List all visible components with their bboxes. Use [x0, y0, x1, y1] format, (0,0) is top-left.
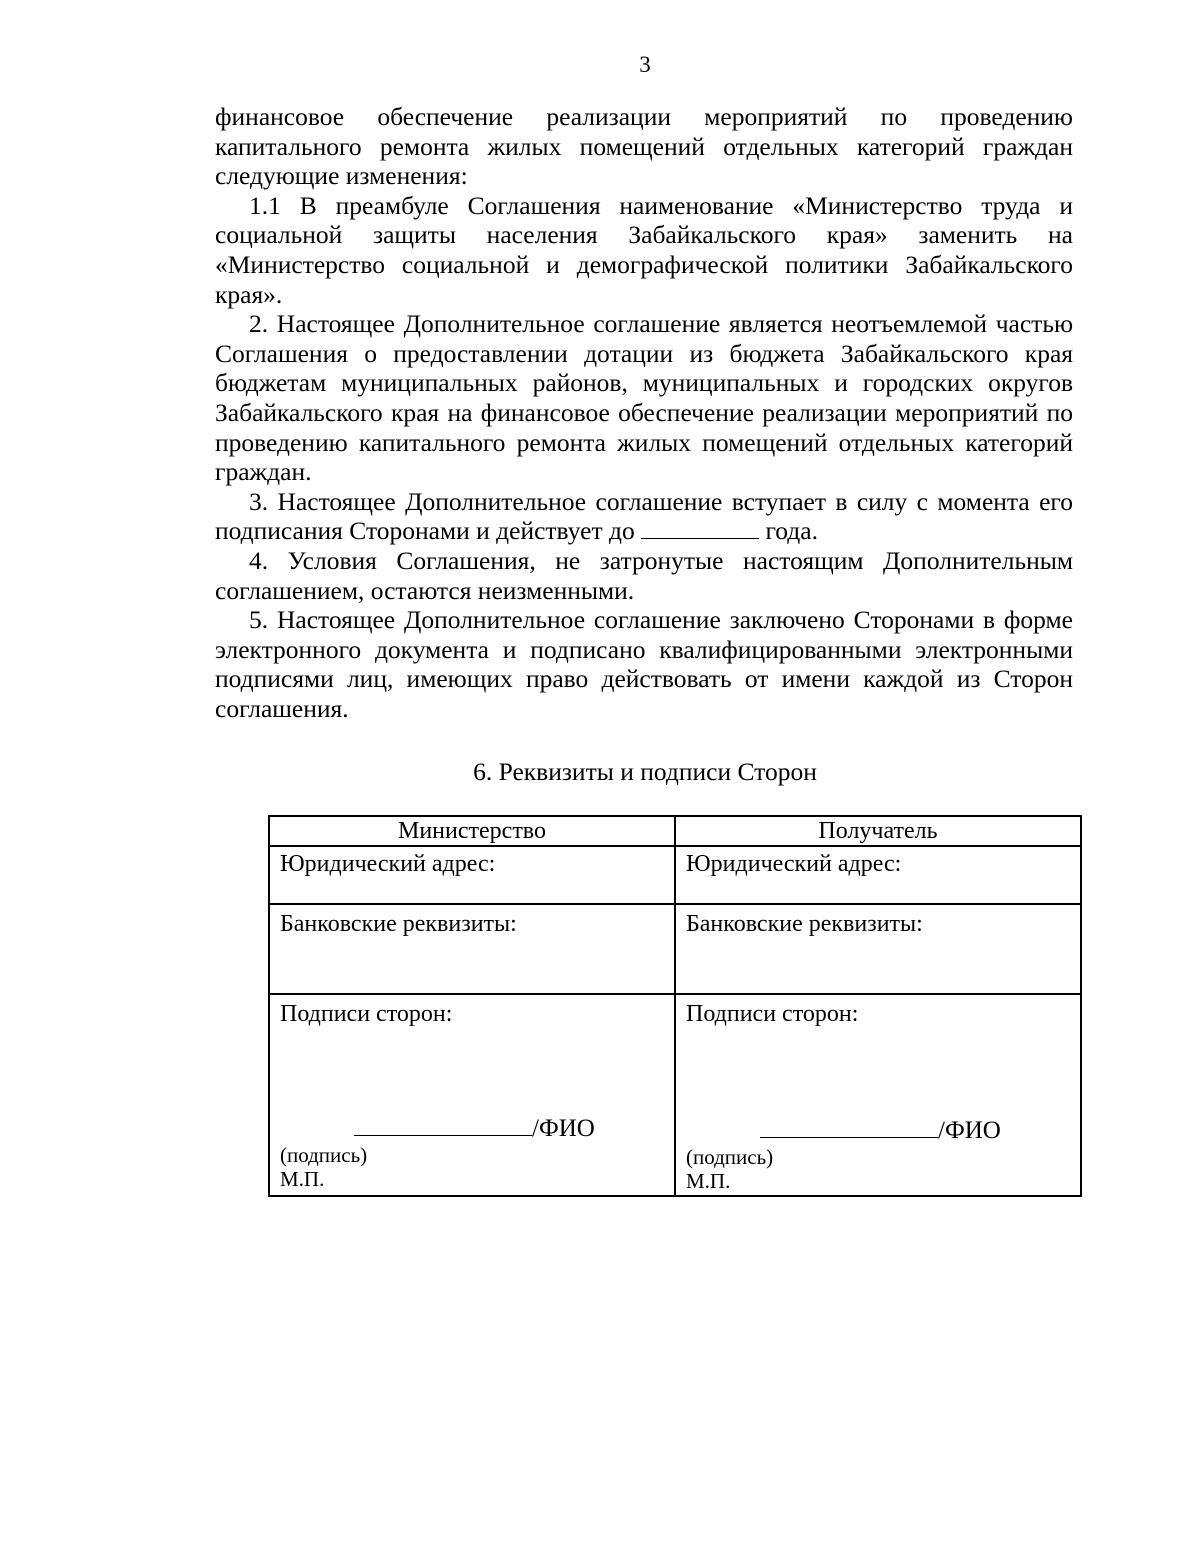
recipient-signature-line — [760, 1115, 1001, 1145]
ministry-signature-label: Подписи сторон: — [280, 1001, 453, 1027]
ministry-signature-line — [354, 1113, 595, 1143]
paragraph-3-text: 3. Настоящее Дополнительное соглашение вступает в силу с момента его подписания Сторонами и действует до — [215, 486, 1073, 546]
ministry-signature-captions — [280, 1143, 367, 1191]
table-header-row — [269, 816, 1081, 846]
ministry-signature-caption: (подпись) — [280, 1143, 368, 1167]
paragraph-3-suffix: года. — [765, 516, 818, 546]
recipient-signature-blank — [760, 1115, 938, 1138]
recipient-signature-label: Подписи сторон: — [686, 1001, 859, 1027]
page-number: 3 — [639, 52, 651, 77]
ministry-address-label: Юридический адрес: — [269, 846, 675, 904]
paragraph-intro: финансовое обеспечение реализации мероприятий по проведению капитального ремонта жилых помещений отдельных категорий граждан следующие изменения: — [215, 102, 1073, 191]
table-row-signatures — [269, 994, 1081, 1196]
paragraph-5: 5. Настоящее Дополнительное соглашение заключено Сторонами в форме электронного документа и подписано квалифицированными электронными подписями лиц, имеющих право действовать от имени каждой из Сторон соглашения. — [215, 605, 1073, 723]
table-row-address — [269, 846, 1081, 904]
paragraph-3 — [215, 487, 1073, 546]
ministry-fio-label: /ФИО — [532, 1115, 595, 1142]
requisites-table — [268, 815, 1082, 1197]
recipient-signature-captions — [686, 1145, 773, 1193]
section-title: 6. Реквизиты и подписи Сторон — [473, 757, 817, 786]
recipient-seal-caption: М.П. — [686, 1169, 731, 1193]
ministry-bank-label: Банковские реквизиты: — [269, 904, 675, 994]
recipient-signature-cell — [675, 994, 1081, 1196]
paragraph-1-1: 1.1 В преамбуле Соглашения наименование «Министерство труда и социальной защиты населения Забайкальского края» заменить на «Министерство социальной и демографической политики Забайкальского края». — [215, 190, 1073, 309]
column-ministry: Министерство — [269, 816, 675, 846]
paragraph-2: 2. Настоящее Дополнительное соглашение является неотъемлемой частью Соглашения о предоставлении дотации из бюджета Забайкальского края бюджетам муниципальных районов, муниципальных и городских округов Забайкальского края на финансовое обеспечение реализации мероприятий по проведению капитального ремонта жилых помещений отдельных категорий граждан. — [215, 309, 1073, 487]
recipient-fio-label: /ФИО — [938, 1117, 1001, 1144]
ministry-signature-blank — [354, 1113, 532, 1136]
paragraph-4: 4. Условия Соглашения, не затронутые настоящим Дополнительным соглашением, остаются неизменными. — [215, 545, 1073, 605]
recipient-address-label: Юридический адрес: — [675, 846, 1081, 904]
recipient-signature-caption: (подпись) — [686, 1145, 774, 1169]
ministry-seal-caption: М.П. — [280, 1167, 325, 1191]
date-blank-line — [641, 518, 759, 539]
recipient-bank-label: Банковские реквизиты: — [675, 904, 1081, 994]
table-row-bank — [269, 904, 1081, 994]
document-body — [215, 102, 1073, 723]
column-recipient: Получатель — [675, 816, 1081, 846]
ministry-signature-cell — [269, 994, 675, 1196]
